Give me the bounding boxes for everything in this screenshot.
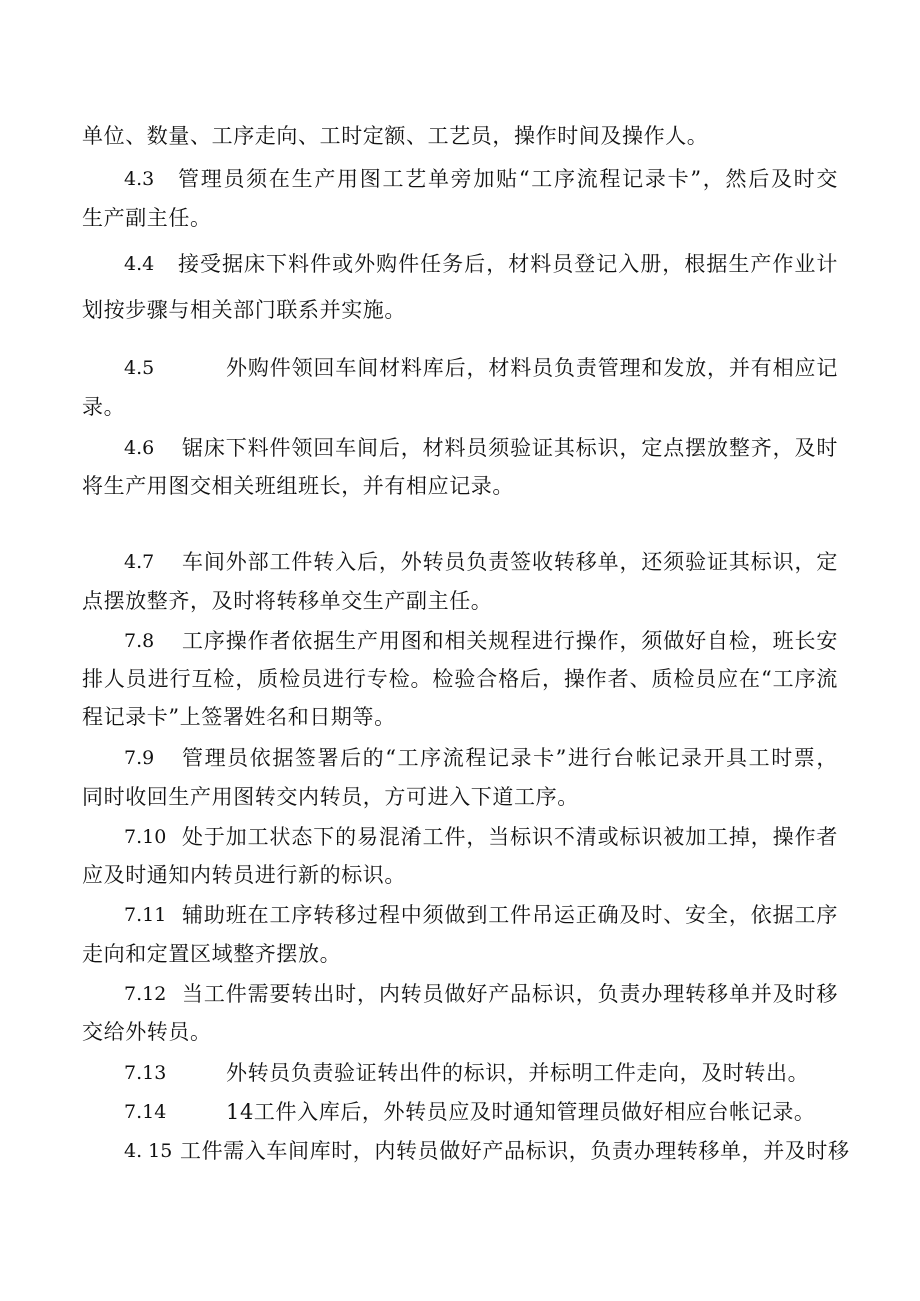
paragraph-4-3-line-2: 生产副主任。 — [82, 206, 212, 230]
paragraph-number-4-5: 4.5 — [124, 357, 155, 379]
paragraph-7-10-line-1: 处于加工状态下的易混淆工件，当标识不清或标识被加工掉，操作者 — [182, 825, 838, 849]
paragraph-number-7-14: 7.14 — [124, 1101, 167, 1123]
paragraph-4-6-line-2: 将生产用图交相关班组班长，并有相应记录。 — [82, 474, 514, 498]
paragraph-number-7-13: 7.13 — [124, 1062, 167, 1084]
paragraph-7-11-line-1: 辅助班在工序转移过程中须做到工件吊运正确及时、安全，依据工序 — [182, 903, 838, 927]
paragraph-continuation-line: 单位、数量、工序走向、工时定额、工艺员，操作时间及操作人。 — [82, 124, 709, 148]
paragraph-7-9-line-2: 同时收回生产用图转交内转员，方可进入下道工序。 — [82, 785, 579, 809]
paragraph-4-7-line-2: 点摆放整齐，及时将转移单交生产副主任。 — [82, 589, 493, 613]
paragraph-7-8-line-2: 排人员进行互检，质检员进行专检。检验合格后，操作者、质检员应在“工序流 — [82, 667, 838, 691]
paragraph-7-11-line-2: 走向和定置区域整齐摆放。 — [82, 942, 342, 966]
paragraph-7-10-line-2: 应及时通知内转员进行新的标识。 — [82, 863, 406, 887]
paragraph-4-4-line-2: 划按步骤与相关部门联系并实施。 — [82, 298, 406, 322]
paragraph-7-14-line-1: 14工件入库后，外转员应及时通知管理员做好相应台帐记录。 — [226, 1100, 816, 1124]
paragraph-7-12-line-1: 当工件需要转出时，内转员做好产品标识，负责办理转移单并及时移 — [182, 982, 838, 1006]
paragraph-number-4-15: 4. 15 — [124, 1140, 173, 1162]
paragraph-number-7-9: 7.9 — [124, 747, 155, 769]
paragraph-7-8-line-3: 程记录卡”上签署姓名和日期等。 — [82, 705, 396, 729]
paragraph-number-4-7: 4.7 — [124, 551, 155, 573]
paragraph-7-8-line-1: 工序操作者依据生产用图和相关规程进行操作，须做好自检，班长安 — [182, 629, 838, 653]
paragraph-number-7-8: 7.8 — [124, 630, 155, 652]
paragraph-number-4-3: 4.3 — [124, 168, 155, 190]
paragraph-4-6-line-1: 锯床下料件领回车间后，材料员须验证其标识，定点摆放整齐，及时 — [182, 436, 838, 460]
paragraph-4-7-line-1: 车间外部工件转入后，外转员负责签收转移单，还须验证其标识，定 — [182, 550, 838, 574]
paragraph-number-4-6: 4.6 — [124, 437, 155, 459]
paragraph-4-5-line-2: 录。 — [82, 395, 126, 419]
paragraph-number-7-12: 7.12 — [124, 983, 167, 1005]
paragraph-number-4-4: 4.4 — [124, 253, 155, 275]
paragraph-4-5-line-1: 外购件领回车间材料库后，材料员负责管理和发放，并有相应记 — [226, 356, 838, 380]
paragraph-4-15-line-1: 工件需入车间库时，内转员做好产品标识，负责办理转移单，并及时移 — [180, 1139, 850, 1163]
paragraph-7-12-line-2: 交给外转员。 — [82, 1020, 212, 1044]
paragraph-7-13-line-1: 外转员负责验证转出件的标识，并标明工件走向，及时转出。 — [226, 1061, 810, 1085]
paragraph-7-9-line-1: 管理员依据签署后的“工序流程记录卡”进行台帐记录开具工时票， — [182, 746, 838, 770]
paragraph-4-4-line-1: 接受据床下料件或外购件任务后，材料员登记入册，根据生产作业计 — [178, 252, 838, 276]
paragraph-number-7-10: 7.10 — [124, 826, 167, 848]
paragraph-number-7-11: 7.11 — [124, 904, 167, 926]
paragraph-4-3-line-1: 管理员须在生产用图工艺单旁加贴“工序流程记录卡”，然后及时交 — [178, 167, 838, 191]
